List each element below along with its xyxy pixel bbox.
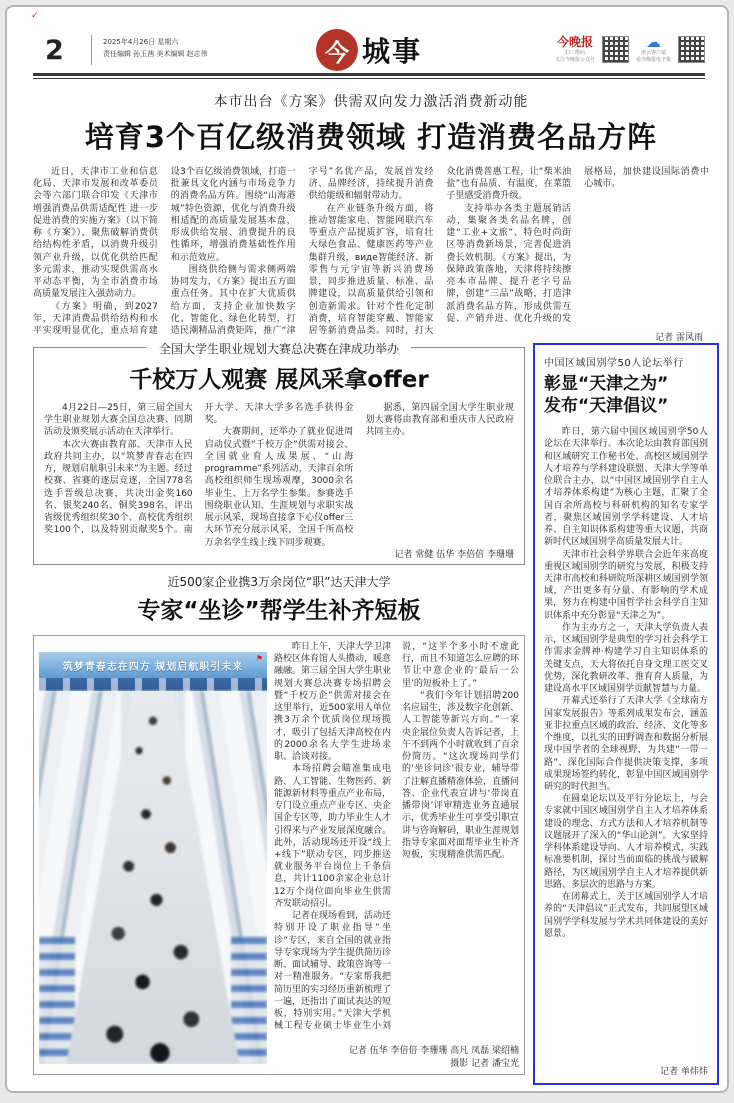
newspaper-page bbox=[5, 5, 729, 1093]
article-consumption bbox=[33, 91, 709, 343]
cloud-sub1: 津云客户端 bbox=[640, 50, 666, 56]
editors-line: 责任编辑 孙玉茜 美术编辑 赵志伟 bbox=[103, 49, 208, 58]
brand-sub2: 关注今晚报公众号 bbox=[554, 56, 595, 63]
cloud-subtext bbox=[636, 50, 671, 64]
article-forum-byline: 记者 单炜炜 bbox=[660, 1067, 708, 1077]
article-jobfair-columns: 昨日上午，天津大学卫津路校区体育馆人头攒动，暖意融融。第三届全国大学生职业规划大赛总决赛专场招聘会暨“千校万企”供需对接会在这里举行，近500家用人单位携3万余个优质岗位现场揽才，吸引了包括天津高校在内的2000余名大学生进场求职、洽谈对接。 本场招聘会瞄准集成电路、人工智能、生物医药、新能源新材料等重点产业布局，专门设立重点产业专区、央企国企专区等，助力毕业生人才引得来与产业发展深度融合。此外，活动现场还开设“线上+线下”联动专区，同步推送就业服务平台岗位上千条信息，共计1100余家企业总计12万个岗位面向毕业生供需齐发联动招引。 记者在现场看到，活动还特别开设了职业指导“坐诊”专区，来自全国的就业指导专家现场为学生提供简历诊断、面试辅导、政策咨询等一对一精准服务。“专家帮我把简历里的实习经历重新梳理了一遍，还指出了面试表达的短板，特别实用。”天津大学机械工程专业硕士毕业生小刘说，“这半个多小时不虚此行，而且不知道怎么应聘的环节让中意企业的‘最后一公里’的短板补上了。” “我们今年计划招聘200名应届生，涉及数字化创新、人工智能等新兴方向。”一家央企展位负责人告诉记者，上午不到两个小时就收到了百余份简历。“这次现场同学们的‘坐诊问诊’很专业，辅导带了注解直播精准体验，直播问答、企业代表宣讲与‘带岗直播带岗’评审精选业务直通展示，优秀毕业生可享受引职宣讲与咨询解码，职业生涯规划指导专家面对面帮毕业生补齐短板，实现精准供需匹配。 bbox=[274, 642, 519, 1032]
header-meta bbox=[103, 37, 208, 61]
article-career-contest bbox=[33, 342, 525, 565]
cloud-icon: ☁ bbox=[645, 33, 661, 51]
section-seal-icon: 今 bbox=[316, 29, 358, 71]
article-jobfair-kicker: 近500家企业携3万余岗位“职”达天津大学 bbox=[167, 575, 391, 589]
article-forum-body: 昨日，第六届中国区域国别学50人论坛在天津举行。本次论坛由教育部国别和区域研究工作秘书处、高校区域国别学人才培养与学科建设联盟、天津大学等单位联合主办，以“中国区域国别学自主人才培养体系构建”为核心主题，汇聚了全国百余所高校与科研机构的知名专家学者，聚焦区域国别学学科建设、人才培养、自主知识体系构建等重大议题，共商新时代区域国别学高质量发展大计。 天津市社会科学界联合会近年来高度重视区域国别学的研究与发展，积极支持天津市高校和科研院所深耕区域国别学领域，产出更多有分量、有影响的学术成果，努力在构建中国哲学社会科学自主知识体系中充分彰显“天津之为”。 作为主办方之一，天津大学负责人表示，区域国别学是典型的学习社会科学工作需求金牌神·构建学习自主知识体系的关键支点，天大将依托自身文理工医交叉优势，深化教研改革、推育育人质量，为建设高水平区域国别学贡献智慧与力量。 开幕式还举行了天津大学《全球南方国家发展报告》等系列成果发布会，涵盖亚非拉重点区域的政治、经济、文化等多个维度，以扎实的田野调查和数据分析展现中国学者的全球视野，为共建“一带一路”、深化国际合作提供决策支撑，多项成果现场签约转化，彰显中国区域国别学研究的时代担当。 在圆桌论坛以及平行分论坛上，与会专家就中国区域国别学自主人才培养体系建设的理念、方式方法和人才培养机制等议题展开了深入的“华山论剑”。大家坚持学科体系建设导向、人才培养模式，实践标准要机制，探讨当前面临的挑战与破解路径，为区域国别学自主人才培养提供新思路、多层次的思路与方案。 在闭幕式上，关于区域国别学人才培养的“天津倡议”正式发布，共同展望区域国别学学科发展与学术共同体建设的美好愿景。 bbox=[544, 427, 708, 939]
article-forum bbox=[533, 343, 719, 1085]
article-forum-headline-line2: 发布“天津倡议” bbox=[544, 396, 669, 417]
article-consumption-byline: 记者 雷风雨 bbox=[649, 330, 703, 343]
brand-logo: 今晚报 bbox=[556, 34, 593, 49]
article-forum-kicker: 中国区域国别学50人论坛举行 bbox=[544, 358, 684, 369]
article-career-contest-body: 4月22日—25日，第三届全国大学生职业规划大赛全国总决赛、同期活动及颁奖展示活动在天津举行。 本次大赛由教育部、天津市人民政府共同主办，以“筑梦青春志在四方，规划启航职引未来”为主题。经过校赛、省赛的逐层竞逐，全国778名选手晋级总决赛，共决出金奖160名、银奖240名、铜奖398名，评出省级优秀组织奖30个、高校优秀组织奖100个，以及特别贡献奖5个。南开大学、天津大学多名选手获得金奖。 大赛期间，还举办了就业促进周启动仪式暨“千校万企”供需对接会、全国就业育人成果展、“山海programme”系列活动，天津百余所高校组织师生现场观摩，3000余名毕业生、上万名学生参集。参赛选手围绕职业认知、生涯规划与求职实战展示风采，现场直接拿下心仪offer三大环节充分展示风采，全国千所高校万余名学生线上线下同步观赛。 据悉，第四届全国大学生职业规划大赛将由教育部和重庆市人民政府共同主办。 bbox=[44, 403, 514, 548]
jobfair-photo-banner: 筑梦青春志在四方 规划启航职引未来 bbox=[39, 652, 267, 678]
jobfair-photo-scene bbox=[39, 691, 267, 1064]
article-jobfair-photo-byline: 摄影 记者 潘宝光 bbox=[450, 1059, 519, 1069]
brand-block bbox=[555, 36, 595, 64]
article-jobfair-body bbox=[33, 635, 525, 1075]
section-masthead bbox=[306, 29, 432, 71]
article-career-contest-kicker: 全国大学生职业规划大赛总决赛在津成功举办 bbox=[147, 340, 411, 357]
article-forum-headline bbox=[544, 373, 708, 417]
section-title: 城事 bbox=[361, 35, 423, 68]
flag-icon: ⚑ bbox=[255, 654, 263, 663]
page-number: 2 bbox=[45, 35, 64, 66]
cloud-block bbox=[636, 35, 671, 64]
article-jobfair-bylines bbox=[274, 1040, 519, 1069]
article-consumption-body: 近日，天津市工业和信息化局、天津市发展和改革委员会等六部门联合印发《天津市增强消费品供需适配性 进一步促进消费的实施方案》（以下简称《方案》），聚焦破解消费供给结构性矛盾，以消费升级引领产业升级，以优化供给匹配多元需求，推动实现供需高水平动态平衡，为全市消费市场高质量发展注入强劲动力。 《方案》明确，到2027年，天津消费品供给结构和水平实现明显优化，重点培育建设3个百亿级消费领域，打造一批兼具文化内涵与市场竞争力的消费名品方阵。围绕“山海港城”特色资源，优化与消费升级相适配的高质量发展基本盘，形成供给发展、消费提升的良性循环，增强消费基础性作用和示范效应。 围绕供给侧与需求侧两端协同发力，《方案》提出五方面重点任务。其中在扩大优质供给方面，支持企业加快数字化、智能化、绿色化转型，打造民潮精品消费矩阵，推广“津字号”名优产品，发展首发经济、品牌经济，持续提升消费供给能级和辐射带动力。 在产业链条升级方面，将推动智能家电、智能网联汽车等重点产品提质扩容，培育壮大绿色食品、健康医药等产业集群升级，виде智能经济、新零售与元宇宙等新兴消费场景，同步推进质量、标准、品牌建设，以高质量供给引领和创造新需求。针对个性化定制消费，培育智能穿戴、智能家居等新消费品类。同时，打大众化消费普惠工程，让“柴米油盐”也有品质、有温度，在菜篮子里感受消费升级。 支持举办各类主题展销活动，集聚各类名品名牌，创建“工业+文旅”、特色时尚街区等消费新场景，完善促进消费长效机制。《方案》提出，为保障政策落地，天津将持续擦亮本市品牌、提升老字号品牌，创建“三品”战略，打造津派消费名品方阵，形成供需互促、产销并进、优化升级的发展格局，加快建设国际消费中心城市。 bbox=[33, 167, 709, 337]
article-jobfair-byline: 记者 伍华 李倍倍 李珊珊 高凡 凤磊 梁绍楠 bbox=[348, 1046, 519, 1056]
article-career-contest-byline: 记者 常健 伍华 李倍倍 李珊珊 bbox=[389, 547, 514, 560]
article-consumption-headline: 培育3个百亿级消费领域 打造消费名品方阵 bbox=[84, 120, 658, 154]
red-check-mark: ✓ bbox=[31, 11, 39, 21]
article-jobfair-headline: 专家“坐诊”帮学生补齐短板 bbox=[137, 598, 421, 624]
article-career-contest-headline: 千校万人观赛 展风采拿offer bbox=[129, 367, 429, 393]
header-brand-area bbox=[555, 35, 705, 64]
article-jobfair-header bbox=[33, 573, 525, 625]
header-divider bbox=[91, 35, 92, 65]
page-header bbox=[31, 11, 705, 79]
header-rule bbox=[33, 73, 705, 79]
brand-sub1: 扫二维码 bbox=[564, 49, 585, 56]
article-forum-headline-line1: 彰显“天津之为” bbox=[544, 374, 669, 394]
qr-code-icon-2 bbox=[678, 36, 705, 63]
article-consumption-kicker: 本市出台《方案》供需双向发力激活消费新动能 bbox=[213, 94, 529, 110]
brand-subtext bbox=[555, 50, 595, 64]
date-line: 2025年4月26日 星期六 bbox=[103, 38, 179, 46]
cloud-sub2: 看今晚报电子报 bbox=[635, 57, 671, 63]
article-jobfair-text bbox=[274, 641, 519, 1069]
jobfair-photo bbox=[39, 652, 267, 1064]
jobfair-photo-booth-signs bbox=[39, 678, 267, 691]
qr-code-icon bbox=[602, 36, 629, 63]
